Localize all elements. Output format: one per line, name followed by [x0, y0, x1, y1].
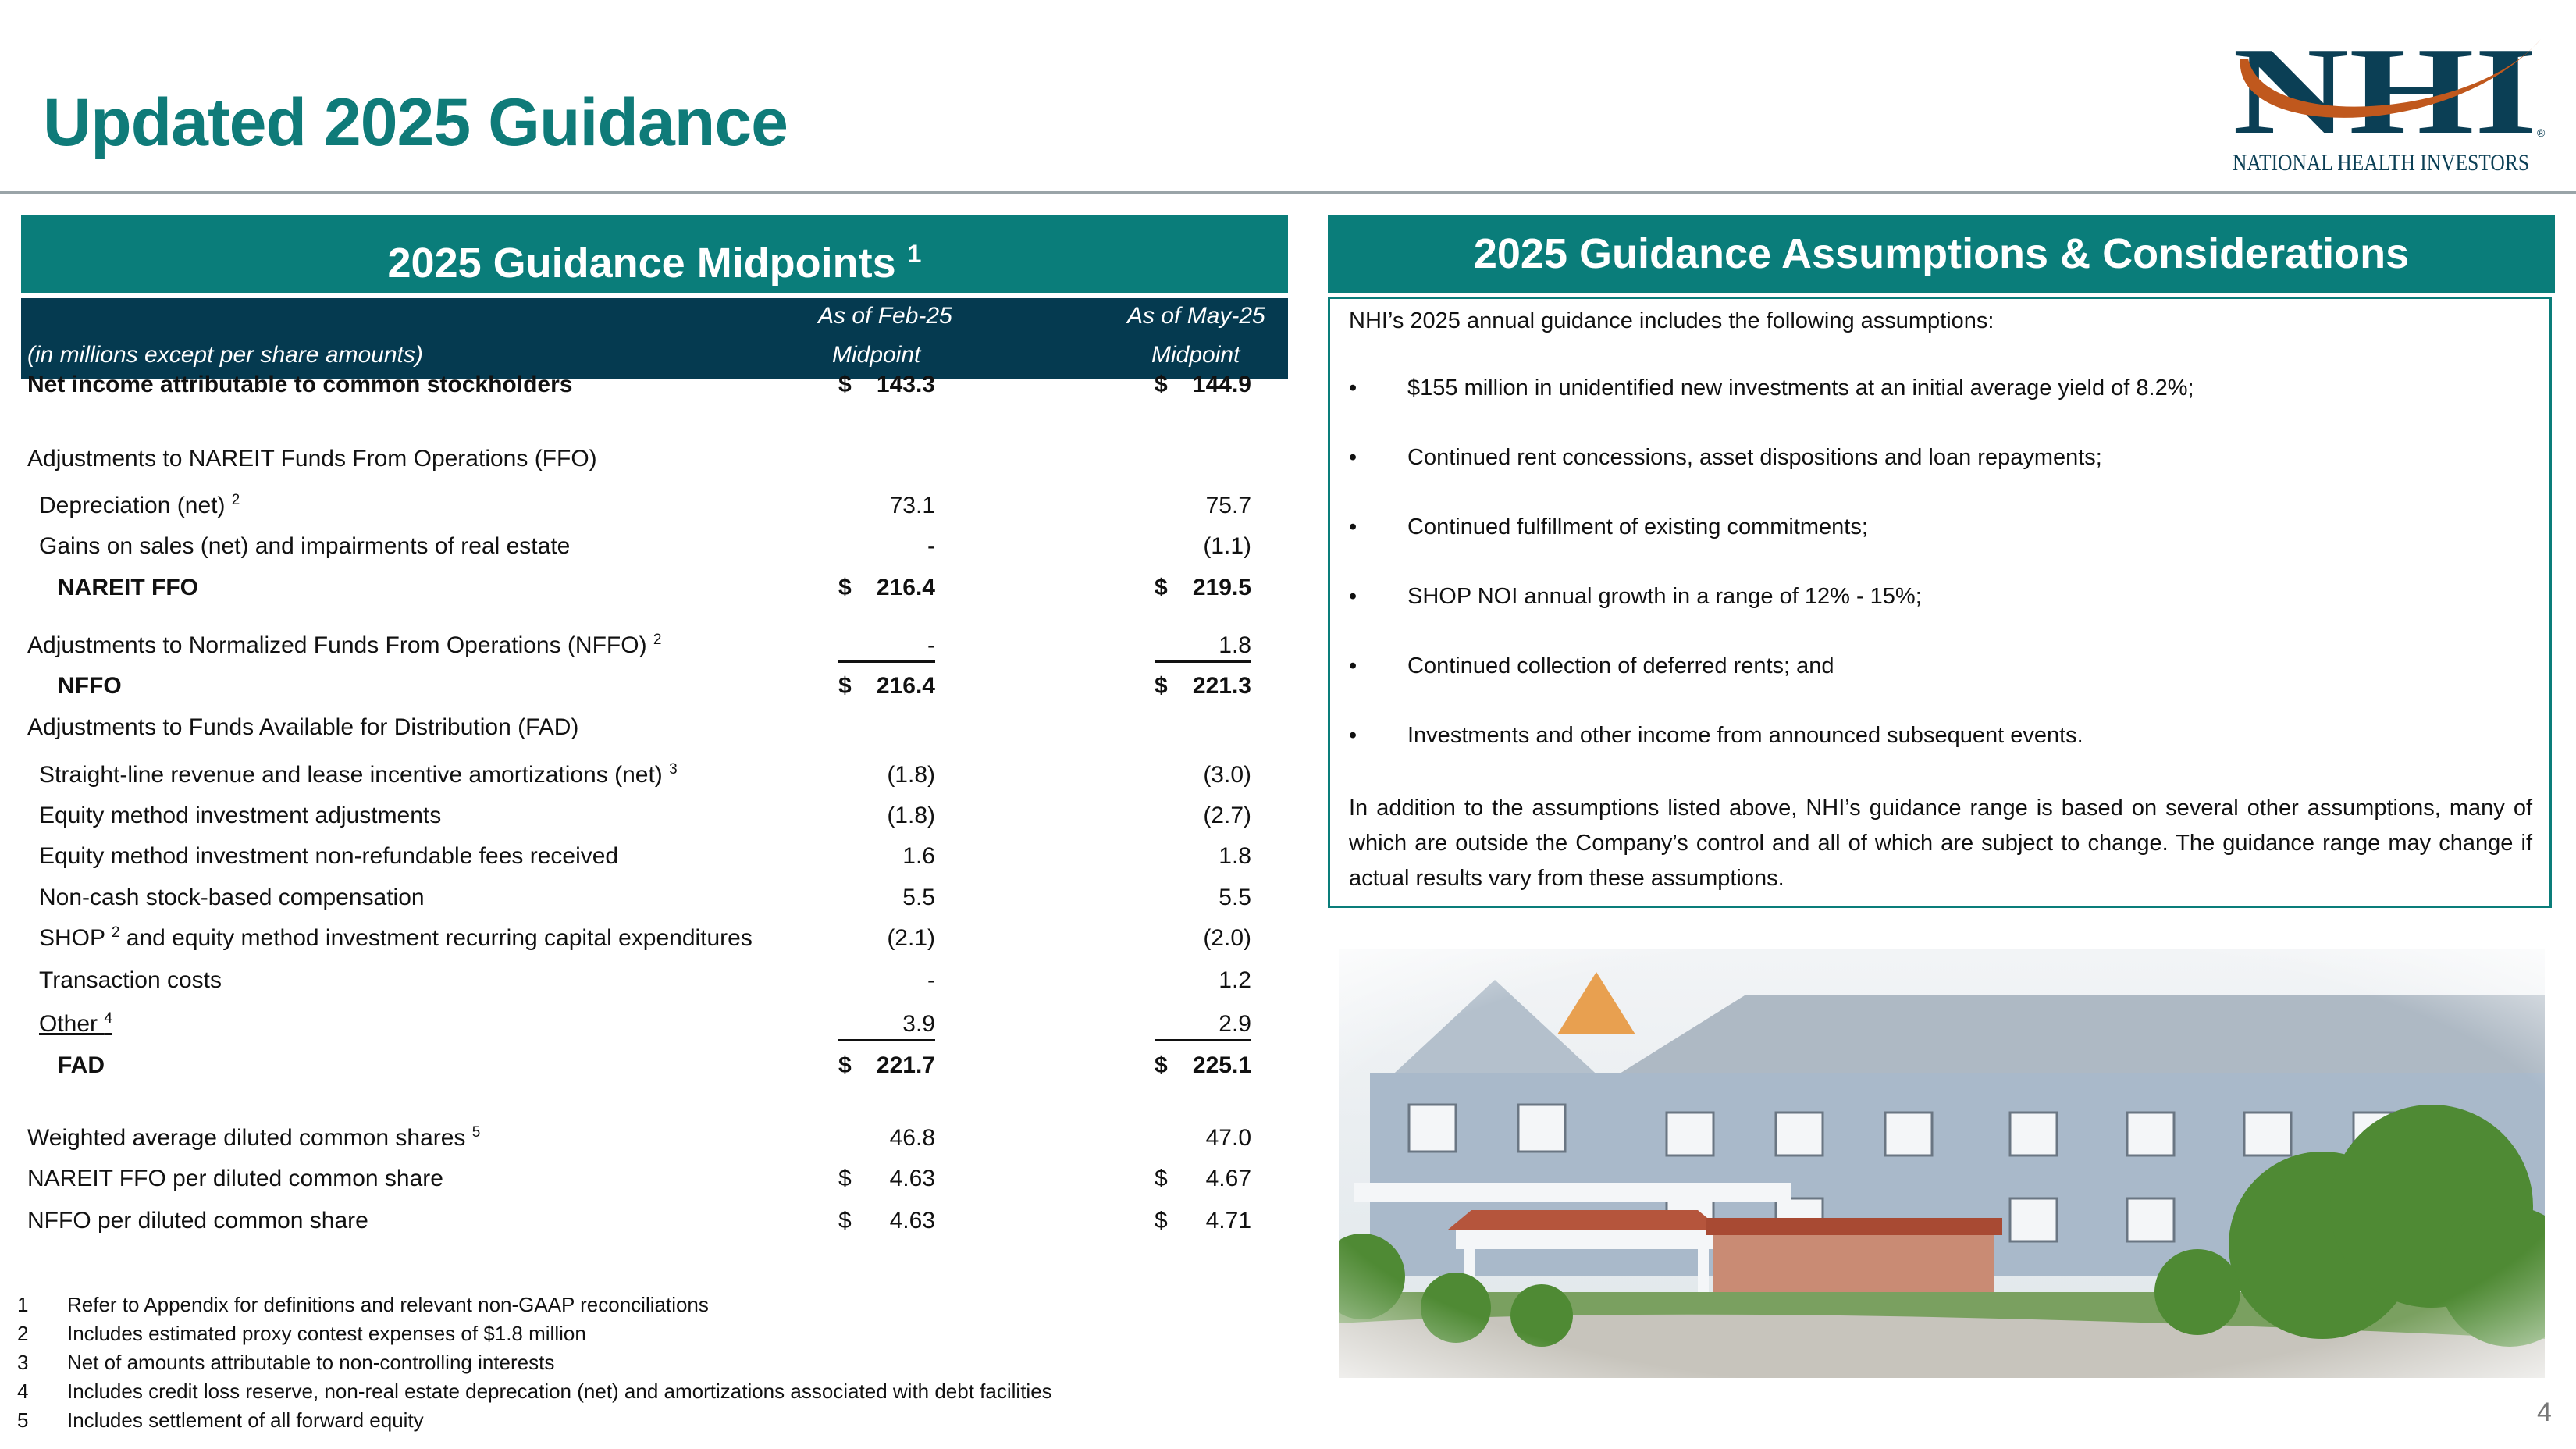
- page-number: 4: [2537, 1397, 2552, 1427]
- row-label: [39, 486, 240, 525]
- table-row: [21, 1005, 1288, 1044]
- feb-value: 5.5: [902, 885, 935, 910]
- feb-value: 46.8: [889, 1125, 935, 1151]
- units-label: (in millions except per share amounts): [27, 342, 423, 368]
- may-value: (3.0): [1203, 762, 1251, 788]
- bullet-text: Continued collection of deferred rents; and: [1407, 653, 1834, 678]
- feb-midpoint-cell: [838, 837, 935, 871]
- currency-symbol: $: [838, 673, 852, 699]
- footnote-ref: 4: [104, 1010, 112, 1027]
- footnote-text: Includes credit loss reserve, non-real estate deprecation (net) and amortizations associated with debt facilities: [67, 1380, 1052, 1403]
- feb-midpoint-cell: [838, 1005, 935, 1041]
- may-midpoint-cell: [1155, 440, 1251, 474]
- currency-symbol: $: [838, 1052, 852, 1078]
- bullet-text: SHOP NOI annual growth in a range of 12% - 15%;: [1407, 584, 1922, 609]
- bullet-text: $155 million in unidentified new investments at an initial average yield of 8.2%;: [1407, 376, 2194, 401]
- table-row: [21, 919, 1288, 958]
- may-value: 1.2: [1219, 967, 1251, 993]
- svg-text:®: ®: [2537, 126, 2546, 139]
- feb-value: 3.9: [902, 1011, 935, 1037]
- row-label-text: NAREIT FFO: [58, 575, 198, 600]
- may-value: (2.7): [1203, 803, 1251, 828]
- feb-midpoint-cell: [838, 527, 935, 561]
- table-row: [21, 667, 1288, 706]
- table-row: [21, 756, 1288, 795]
- may-midpoint-cell: [1155, 1005, 1251, 1041]
- table-row: [21, 878, 1288, 917]
- table-row: [21, 365, 1288, 404]
- footnote-number: 4: [17, 1380, 29, 1403]
- assumptions-intro: NHI’s 2025 annual guidance includes the following assumptions:: [1349, 308, 1994, 333]
- footnote-ref: 2: [111, 924, 120, 941]
- feb-value: 143.3: [876, 372, 935, 397]
- feb-value: (1.8): [887, 803, 935, 828]
- row-label-text: FAD: [58, 1052, 105, 1078]
- may-midpoint-cell: [1155, 919, 1251, 953]
- row-label: [27, 1119, 480, 1158]
- feb-value: 221.7: [876, 1052, 935, 1078]
- feb-value: -: [927, 533, 935, 559]
- table-row: [21, 708, 1288, 747]
- col2-line1: As of May-25: [1127, 303, 1265, 329]
- may-midpoint-cell: [1155, 365, 1251, 400]
- bullet-icon: •: [1349, 376, 1357, 401]
- table-row: [21, 837, 1288, 876]
- nhi-logo: [2217, 23, 2553, 180]
- row-label: [27, 626, 662, 665]
- row-label: [27, 1202, 368, 1241]
- bullet-icon: •: [1349, 514, 1357, 539]
- footnote-ref: 2: [653, 632, 662, 648]
- currency-symbol: $: [1155, 372, 1168, 397]
- currency-symbol: $: [1155, 575, 1168, 600]
- feb-value: (2.1): [887, 925, 935, 951]
- feb-value: 4.63: [889, 1208, 935, 1234]
- bullet-icon: •: [1349, 723, 1357, 748]
- currency-symbol: $: [838, 372, 852, 397]
- table-row: [21, 527, 1288, 566]
- currency-symbol: $: [1155, 1208, 1168, 1234]
- footnote-ref: 1: [907, 240, 922, 268]
- may-value: 1.8: [1219, 632, 1251, 658]
- row-label-text: Adjustments to Funds Available for Distribution (FAD): [27, 714, 579, 740]
- row-label-text: Adjustments to Normalized Funds From Operations (NFFO): [27, 632, 647, 658]
- row-label-text: Depreciation (net): [39, 493, 226, 518]
- feb-value: 1.6: [902, 843, 935, 869]
- assumptions-box: [1328, 297, 2552, 908]
- row-label: [27, 365, 572, 404]
- table-row: [21, 486, 1288, 525]
- row-label: [39, 527, 570, 566]
- may-value: 4.67: [1205, 1166, 1251, 1191]
- bullet-icon: •: [1349, 445, 1357, 470]
- may-midpoint-cell: [1155, 878, 1251, 913]
- feb-value: -: [927, 967, 935, 993]
- footnote-number: 1: [17, 1293, 29, 1316]
- row-label-text: Transaction costs: [39, 967, 222, 993]
- row-label: [27, 440, 597, 479]
- feb-midpoint-cell: [838, 878, 935, 913]
- may-value: 1.8: [1219, 843, 1251, 869]
- table-row: [21, 440, 1288, 479]
- feb-value: (1.8): [887, 762, 935, 788]
- footnote-ref: 2: [231, 492, 240, 508]
- row-label-text: Straight-line revenue and lease incentive amortizations (net): [39, 762, 663, 788]
- may-midpoint-cell: [1155, 961, 1251, 995]
- feb-value: 216.4: [876, 575, 935, 600]
- table-row: [21, 796, 1288, 835]
- footnote-number: 5: [17, 1408, 29, 1432]
- footnote-text: Includes estimated proxy contest expenses of $1.8 million: [67, 1322, 586, 1345]
- may-midpoint-cell: [1155, 626, 1251, 663]
- guidance-midpoints-header: [21, 215, 1288, 293]
- row-label-text: Gains on sales (net) and impairments of real estate: [39, 533, 571, 559]
- row-label-text: Net income attributable to common stockholders: [27, 372, 573, 397]
- page-title: Updated 2025 Guidance: [43, 85, 788, 160]
- row-label: [39, 1005, 112, 1044]
- assumptions-paragraph: In addition to the assumptions listed above, NHI’s guidance range is based on several other assumptions, many of which are outside the Company’s control and all of which are subject to change. The guidance range may change if actual results vary from these assumptions.: [1349, 796, 2532, 891]
- col1-line1: As of Feb-25: [818, 303, 952, 329]
- feb-midpoint-cell: [838, 568, 935, 603]
- may-midpoint-cell: [1155, 756, 1251, 790]
- row-label: [27, 708, 578, 747]
- bullet-icon: •: [1349, 653, 1357, 678]
- footnote-ref: 5: [471, 1124, 481, 1141]
- feb-midpoint-cell: [838, 1046, 935, 1081]
- feb-value: 216.4: [876, 673, 935, 699]
- may-midpoint-cell: [1155, 667, 1251, 701]
- row-label-text: Equity method investment adjustments: [39, 803, 442, 828]
- feb-midpoint-cell: [838, 486, 935, 521]
- bullet-text: Continued rent concessions, asset dispositions and loan repayments;: [1407, 445, 2102, 470]
- table-row: [21, 1046, 1288, 1085]
- currency-symbol: $: [1155, 1166, 1168, 1191]
- row-label: [58, 1046, 105, 1085]
- may-midpoint-cell: [1155, 1119, 1251, 1153]
- table-row: [21, 568, 1288, 607]
- may-midpoint-cell: [1155, 796, 1251, 831]
- currency-symbol: $: [838, 575, 852, 600]
- logo-wordmark: NATIONAL HEALTH INVESTORS: [2233, 150, 2529, 176]
- assumptions-header: 2025 Guidance Assumptions & Considerations: [1328, 215, 2555, 293]
- row-label-text: Adjustments to NAREIT Funds From Operations (FFO): [27, 446, 597, 472]
- feb-value: 73.1: [889, 493, 935, 518]
- row-label: [58, 667, 122, 706]
- row-label-text: Weighted average diluted common shares: [27, 1125, 466, 1151]
- row-label-text: SHOP: [39, 925, 105, 951]
- feb-midpoint-cell: [838, 961, 935, 995]
- svg-text:NHI: NHI: [2233, 23, 2537, 160]
- row-label: [39, 919, 753, 958]
- currency-symbol: $: [838, 1208, 852, 1234]
- feb-midpoint-cell: [838, 440, 935, 474]
- row-label-text: Equity method investment non-refundable fees received: [39, 843, 619, 869]
- row-label: [39, 756, 678, 795]
- currency-symbol: $: [838, 1166, 852, 1191]
- row-label: [39, 837, 618, 876]
- bullet-icon: •: [1349, 584, 1357, 609]
- footnote-text: Includes settlement of all forward equity: [67, 1408, 424, 1432]
- table-row: [21, 1159, 1288, 1198]
- table-row: [21, 1119, 1288, 1158]
- may-midpoint-cell: [1155, 1202, 1251, 1236]
- header-text: 2025 Guidance Midpoints: [387, 240, 896, 287]
- feb-midpoint-cell: [838, 1119, 935, 1153]
- may-value: 75.7: [1205, 493, 1251, 518]
- may-midpoint-cell: [1155, 708, 1251, 742]
- table-row: [21, 626, 1288, 665]
- footnote-number: 3: [17, 1351, 29, 1374]
- may-value: 144.9: [1192, 372, 1251, 397]
- row-label-text: Non-cash stock-based compensation: [39, 885, 425, 910]
- may-midpoint-cell: [1155, 1159, 1251, 1194]
- row-label: [39, 796, 441, 835]
- may-midpoint-cell: [1155, 527, 1251, 561]
- feb-midpoint-cell: [838, 626, 935, 663]
- feb-value: 4.63: [889, 1166, 935, 1191]
- title-divider: [0, 191, 2576, 194]
- footnote-text: Net of amounts attributable to non-controlling interests: [67, 1351, 555, 1374]
- feb-midpoint-cell: [838, 796, 935, 831]
- may-midpoint-cell: [1155, 486, 1251, 521]
- may-value: 221.3: [1192, 673, 1251, 699]
- row-label-text: NFFO: [58, 673, 122, 699]
- may-value: 47.0: [1205, 1125, 1251, 1151]
- currency-symbol: $: [1155, 673, 1168, 699]
- row-label: [39, 961, 222, 1000]
- table-row: [21, 1202, 1288, 1241]
- may-midpoint-cell: [1155, 568, 1251, 603]
- col1-line2: Midpoint: [832, 342, 921, 368]
- bullet-text: Investments and other income from announced subsequent events.: [1407, 723, 2083, 748]
- row-label-text: Other: [39, 1011, 98, 1037]
- senior-living-building-photo: [1339, 949, 2545, 1378]
- footnote-text: Refer to Appendix for definitions and relevant non-GAAP reconciliations: [67, 1293, 709, 1316]
- footnote-ref: 3: [669, 761, 678, 778]
- feb-midpoint-cell: [838, 708, 935, 742]
- may-value: (1.1): [1203, 533, 1251, 559]
- currency-symbol: $: [1155, 1052, 1168, 1078]
- may-midpoint-cell: [1155, 837, 1251, 871]
- row-label: [39, 878, 425, 917]
- row-label-text: and equity method investment recurring capital expenditures: [119, 925, 753, 951]
- feb-value: -: [927, 632, 935, 658]
- row-label: [27, 1159, 443, 1198]
- may-value: 225.1: [1192, 1052, 1251, 1078]
- feb-midpoint-cell: [838, 667, 935, 701]
- feb-midpoint-cell: [838, 756, 935, 790]
- row-label-text: NFFO per diluted common share: [27, 1208, 368, 1234]
- may-midpoint-cell: [1155, 1046, 1251, 1081]
- may-value: (2.0): [1203, 925, 1251, 951]
- footnote-number: 2: [17, 1322, 29, 1345]
- may-value: 2.9: [1219, 1011, 1251, 1037]
- may-value: 219.5: [1192, 575, 1251, 600]
- table-row: [21, 961, 1288, 1000]
- col2-line2: Midpoint: [1151, 342, 1240, 368]
- feb-midpoint-cell: [838, 1159, 935, 1194]
- row-label: [58, 568, 198, 607]
- may-value: 4.71: [1205, 1208, 1251, 1234]
- may-value: 5.5: [1219, 885, 1251, 910]
- feb-midpoint-cell: [838, 365, 935, 400]
- feb-midpoint-cell: [838, 1202, 935, 1236]
- feb-midpoint-cell: [838, 919, 935, 953]
- row-label-text: NAREIT FFO per diluted common share: [27, 1166, 443, 1191]
- bullet-text: Continued fulfillment of existing commitments;: [1407, 514, 1868, 539]
